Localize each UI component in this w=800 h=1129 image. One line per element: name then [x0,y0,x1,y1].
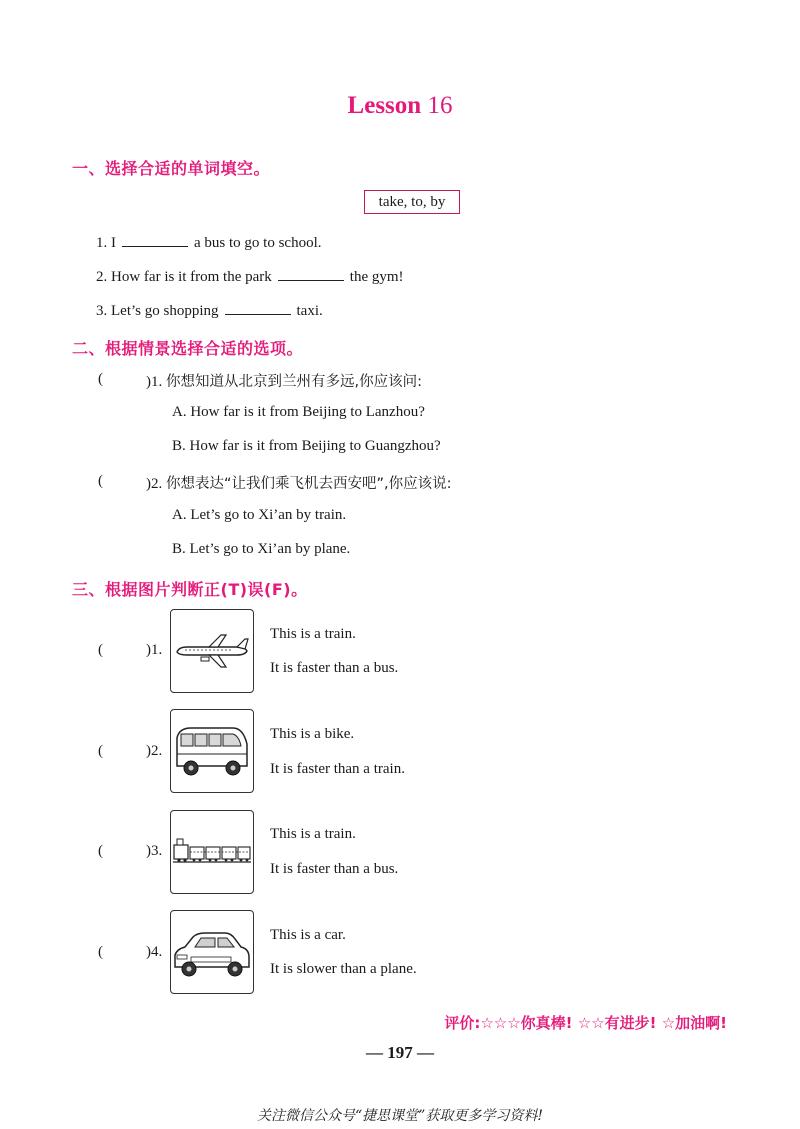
question-1-option-b: B. How far is it from Beijing to Guangzhou? [172,438,441,454]
title-word: Lesson [347,92,422,119]
tf-item-4-number: )4. [146,944,163,960]
tf-item-2-number: )2. [146,743,163,759]
fill-item-3-before: 3. Let’s go shopping [96,303,219,319]
page-title [0,92,800,120]
fill-item-2-before: 2. How far is it from the park [96,269,272,285]
fill-item-1-after: a bus to go to school. [194,235,322,251]
answer-paren-tf2[interactable]: ( [98,743,103,759]
section-2-heading: 二、根据情景选择合适的选项。 [72,339,304,358]
title-number: 16 [427,92,453,119]
answer-paren-tf1[interactable]: ( [98,642,103,658]
answer-paren-q1[interactable]: ( [98,371,103,387]
question-1-number: )1. [146,374,163,390]
answer-blank-3[interactable] [225,300,291,315]
question-2 [146,472,452,493]
fill-item-3-after: taxi. [296,303,323,319]
question-1 [146,370,422,391]
fill-item-2 [96,266,404,286]
tf-item-3-number: )3. [146,843,163,859]
word-box: take, to, by [364,190,460,214]
tf-item-1-line-1: This is a train. [270,626,356,642]
train-icon [170,810,254,894]
answer-blank-2[interactable] [278,266,344,281]
question-2-option-b: B. Let’s go to Xi’an by plane. [172,541,351,557]
question-2-option-a: A. Let’s go to Xi’an by train. [172,507,347,523]
answer-blank-1[interactable] [122,232,188,247]
answer-paren-q2[interactable]: ( [98,473,103,489]
tf-item-2-line-1: This is a bike. [270,726,355,742]
fill-item-2-after: the gym! [349,269,404,285]
footer-note: 关注微信公众号“捷思课堂”获取更多学习资料! [257,1108,543,1124]
tf-item-1-number: )1. [146,642,163,658]
section-1-heading: 一、选择合适的单词填空。 [72,159,271,178]
answer-paren-tf3[interactable]: ( [98,843,103,859]
question-2-prompt: 你想表达“让我们乘飞机去西安吧”,你应该说: [166,476,452,492]
rating-text: 评价:☆☆☆你真棒! ☆☆有进步! ☆加油啊! [444,1014,727,1032]
tf-item-3-line-2: It is faster than a bus. [270,861,399,877]
van-icon [170,709,254,793]
tf-item-2-line-2: It is faster than a train. [270,761,405,777]
section-3-heading: 三、根据图片判断正(T)误(F)。 [72,580,308,599]
airplane-icon [170,609,254,693]
answer-paren-tf4[interactable]: ( [98,944,103,960]
car-icon [170,910,254,994]
question-1-prompt: 你想知道从北京到兰州有多远,你应该问: [166,374,422,390]
question-2-number: )2. [146,476,163,492]
tf-item-4-line-2: It is slower than a plane. [270,961,417,977]
fill-item-3 [96,300,323,320]
fill-item-1-before: 1. I [96,235,116,251]
tf-item-1-line-2: It is faster than a bus. [270,660,399,676]
page-number: — 197 — [366,1043,434,1062]
tf-item-4-line-1: This is a car. [270,927,346,943]
tf-item-3-line-1: This is a train. [270,826,356,842]
fill-item-1 [96,232,322,252]
question-1-option-a: A. How far is it from Beijing to Lanzhou? [172,404,425,420]
